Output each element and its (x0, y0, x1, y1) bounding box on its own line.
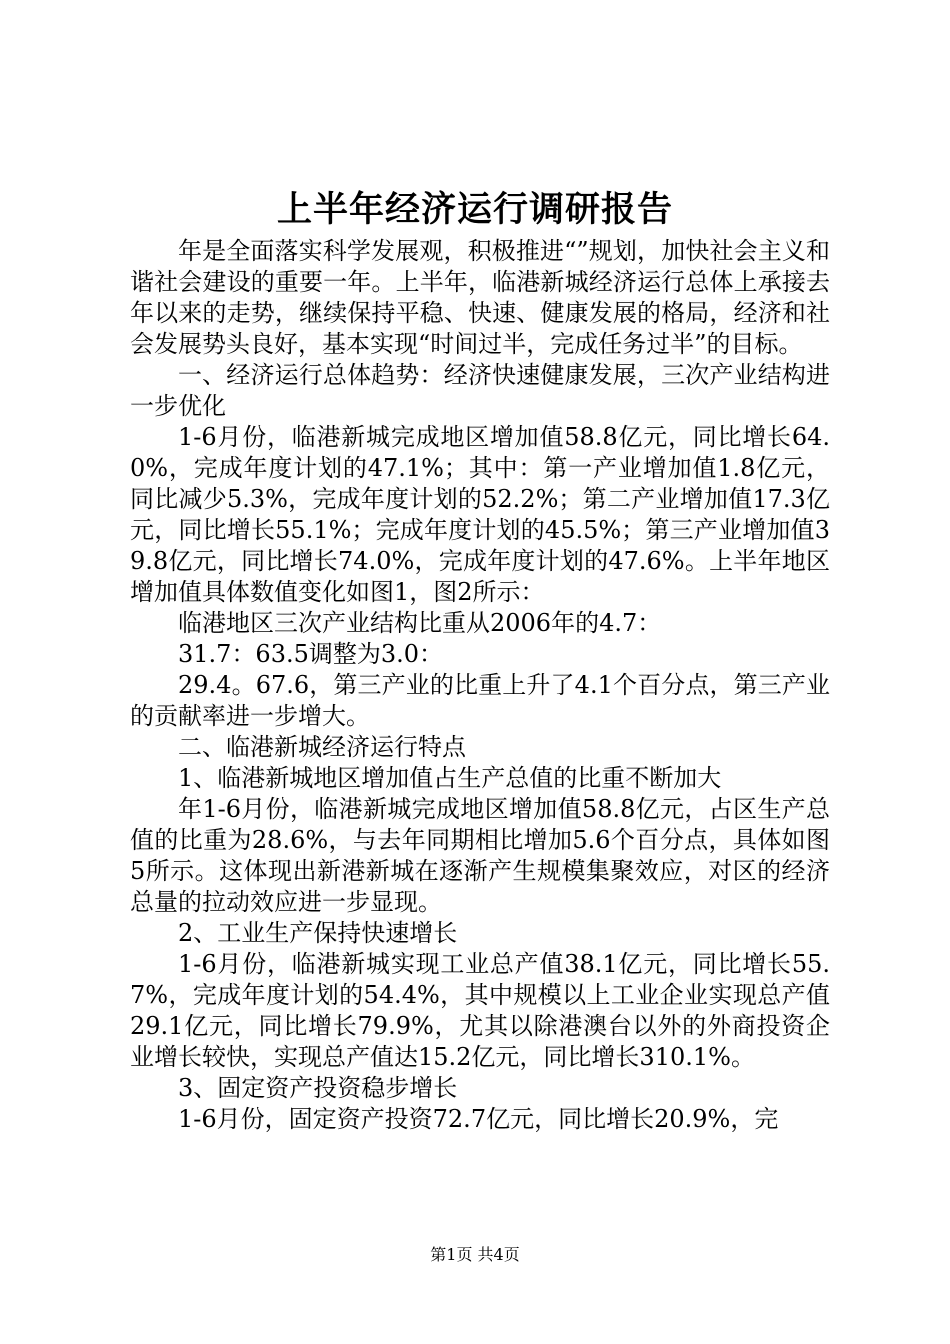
paragraph-gdp: 1-6月份，临港新城完成地区增加值58.8亿元，同比增长64.0%，完成年度计划的47.1%；其中：第一产业增加值1.8亿元，同比减少5.3%，完成年度计划的52.2%；第二产业增加值17.3亿元，同比增长55.1%；完成年度计划的45.5%；第三产业增加值39.8亿元，同比增长74.0%，完成年度计划的47.6%。上半年地区增加值具体数值变化如图1，图2所示： (130, 423, 830, 606)
document-title: 上半年经济运行调研报告 (276, 189, 673, 230)
section-heading-2: 二、临港新城经济运行特点 (178, 733, 466, 761)
page-footer: 第1页 共4页 (430, 1245, 520, 1264)
paragraph-share: 年1-6月份，临港新城完成地区增加值58.8亿元，占区生产总值的比重为28.6%，与去年同期相比增加5.6个百分点，具体如图5所示。这体现出新港新城在逐渐产生规模集聚效应，对区的经济总量的拉动效应进一步显现。 (130, 795, 830, 916)
paragraph-structure-2: 31.7：63.5调整为3.0： (178, 640, 444, 668)
section-heading-1: 一、经济运行总体趋势：经济快速健康发展，三次产业结构进一步优化 (130, 361, 830, 420)
paragraph-intro: 年是全面落实科学发展观，积极推进“”规划，加快社会主义和谐社会建设的重要一年。上半年，临港新城经济运行总体上承接去年以来的走势，继续保持平稳、快速、健康发展的格局，经济和社会发展势头良好，基本实现“时间过半，完成任务过半”的目标。 (130, 237, 830, 358)
document-body (130, 236, 830, 1135)
paragraph-industry: 1-6月份，临港新城实现工业总产值38.1亿元，同比增长55.7%，完成年度计划的54.4%，其中规模以上工业企业实现总产值29.1亿元，同比增长79.9%，尤其以除港澳台以外的外商投资企业增长较快，实现总产值达15.2亿元，同比增长310.1%。 (130, 950, 830, 1071)
subsection-heading-2: 2、工业生产保持快速增长 (178, 919, 458, 947)
paragraph-structure-3: 29.4。67.6，第三产业的比重上升了4.1个百分点，第三产业的贡献率进一步增大。 (130, 671, 830, 730)
subsection-heading-3: 3、固定资产投资稳步增长 (178, 1074, 458, 1102)
subsection-heading-1: 1、临港新城地区增加值占生产总值的比重不断加大 (178, 764, 722, 792)
paragraph-investment: 1-6月份，固定资产投资72.7亿元，同比增长20.9%，完 (178, 1105, 779, 1133)
paragraph-structure-1: 临港地区三次产业结构比重从2006年的4.7： (178, 609, 662, 637)
